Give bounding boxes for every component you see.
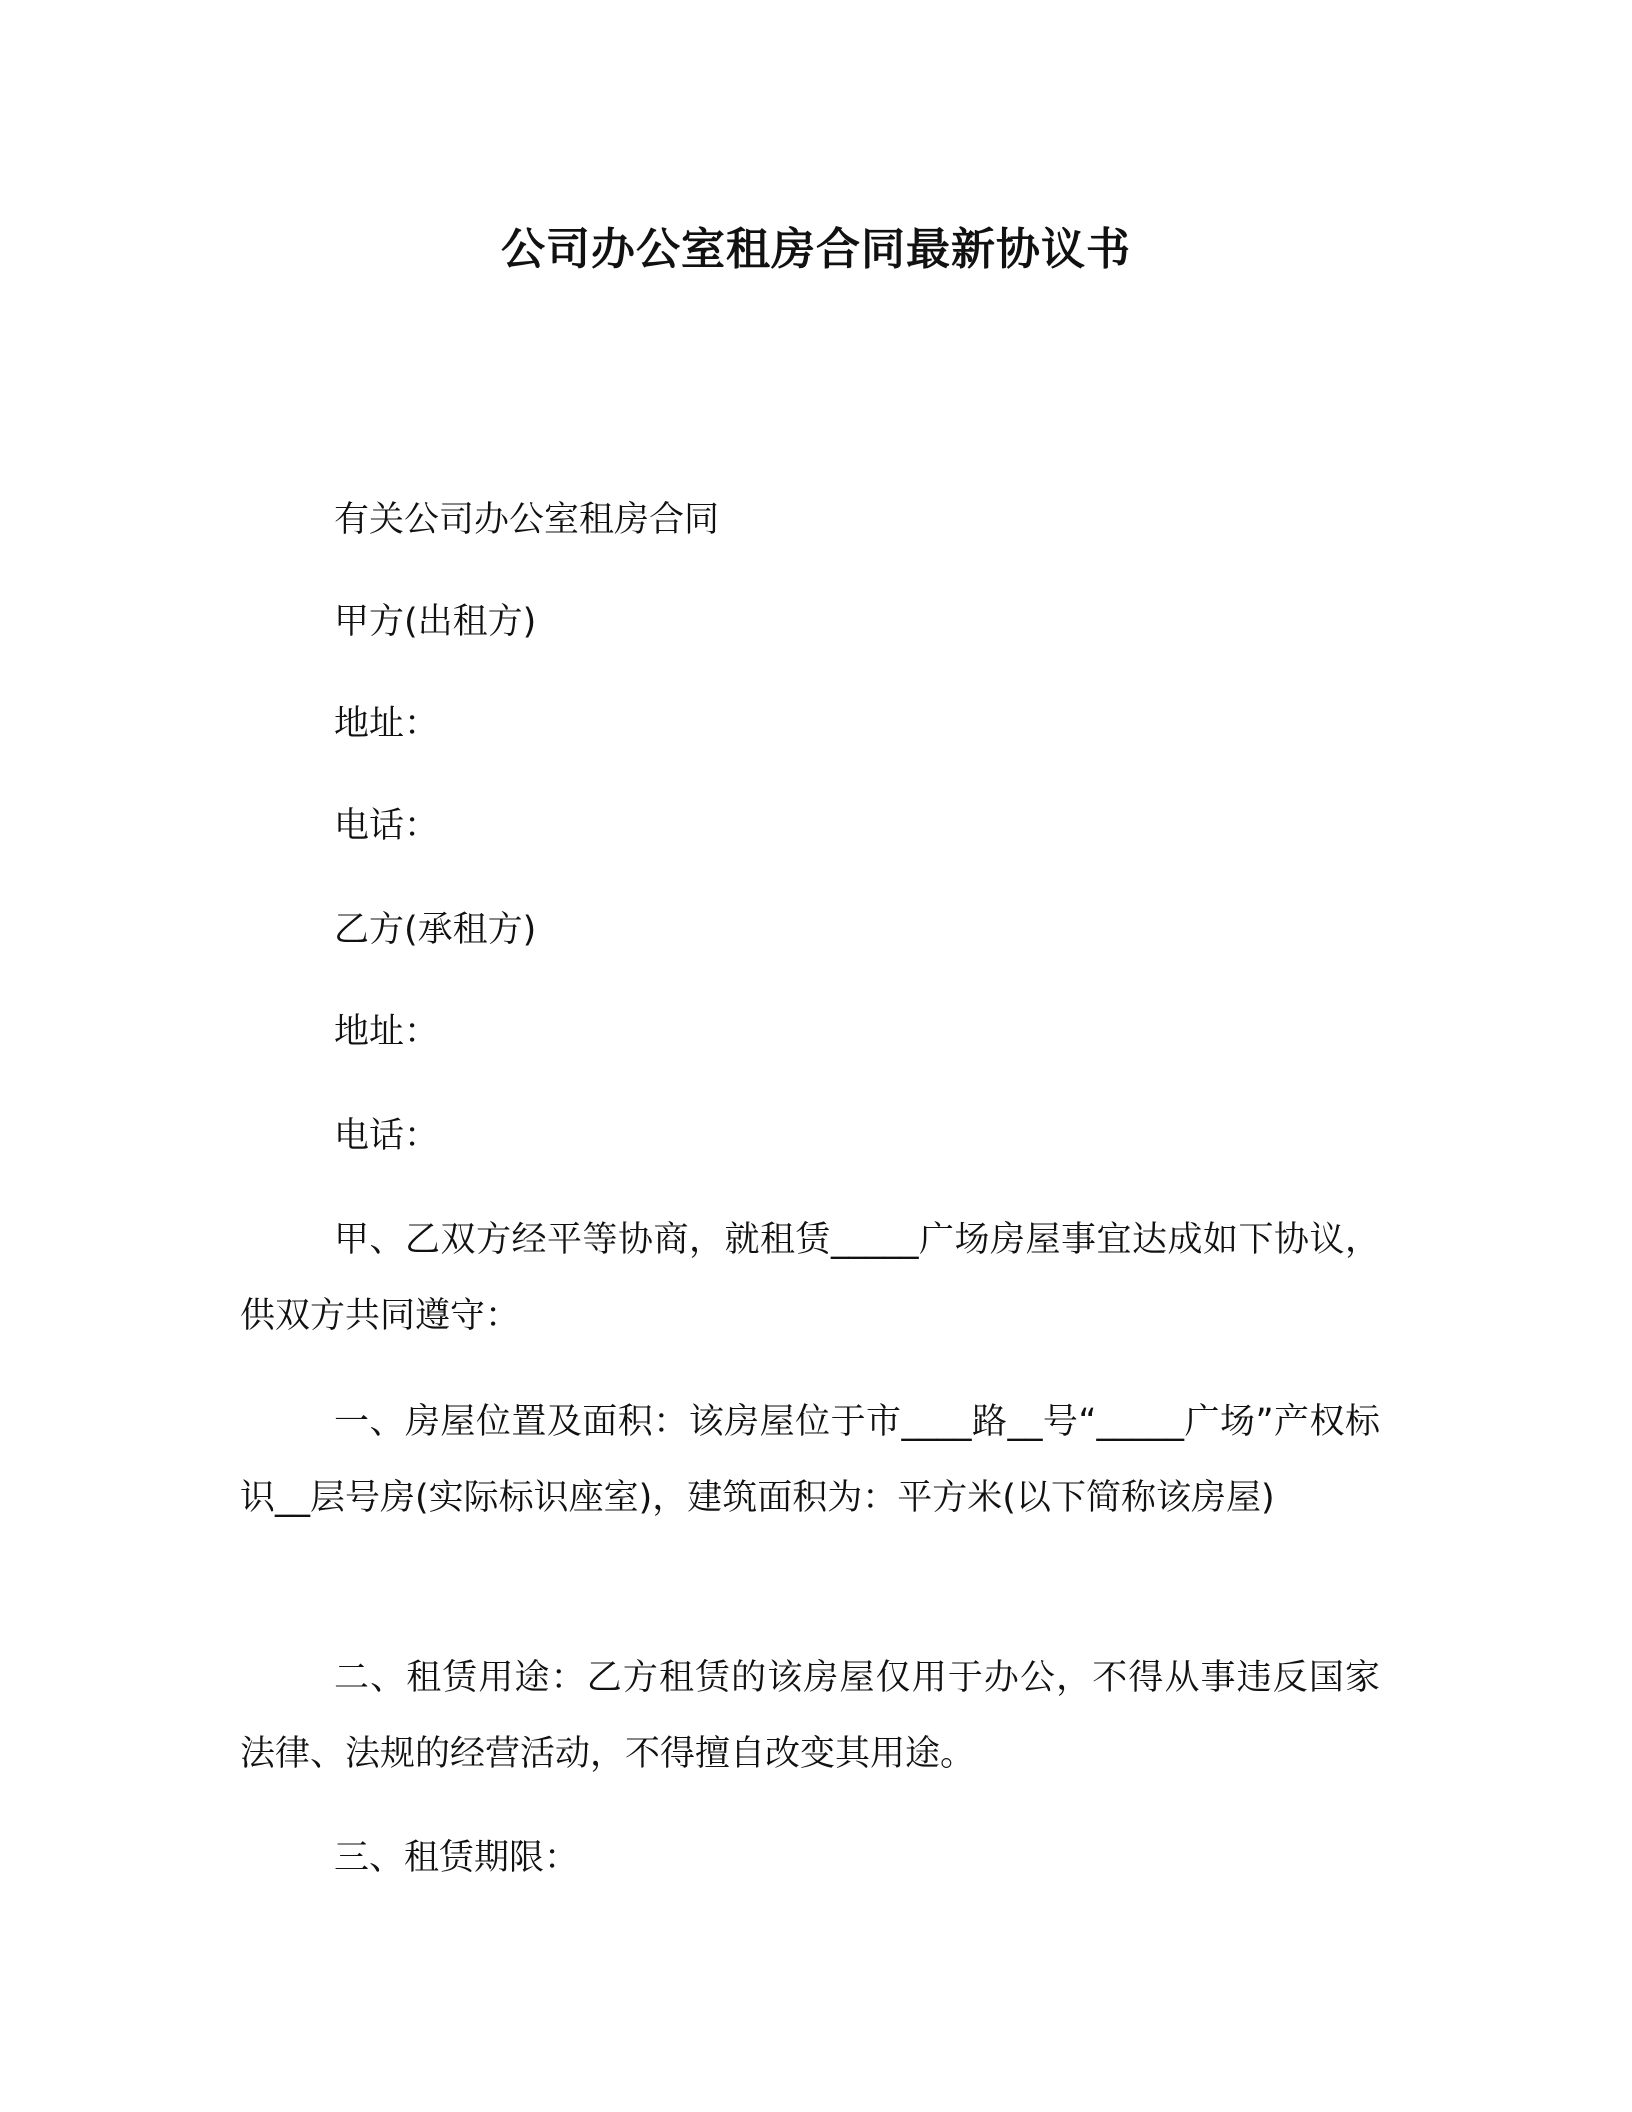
clause-2-text: 二、租赁用途：乙方租赁的该房屋仅用于办公，不得从事违反国家法律、法规的经营活动，不得擅自改变其用途。 <box>240 1658 1380 1774</box>
clause-3-heading: 三、租赁期限： <box>334 1838 580 1878</box>
party-a-address-label: 地址： <box>334 704 440 744</box>
document-title: 公司办公室租房合同最新协议书 <box>501 224 1131 275</box>
clause-1-text: 一、房屋位置及面积：该房屋位于市____路__号“_____广场”产权标识__层号房(实际标识座室)，建筑面积为：平方米(以下简称该房屋) <box>240 1402 1380 1518</box>
party-b-address-label: 地址： <box>334 1012 440 1052</box>
party-b-phone-label: 电话： <box>334 1116 440 1156</box>
intro-heading: 有关公司办公室租房合同 <box>334 500 720 540</box>
party-a-label: 甲方(出租方) <box>334 602 537 642</box>
clause-1-paragraph <box>240 1384 1380 1536</box>
preamble-text: 甲、乙双方经平等协商，就租赁_____广场房屋事宜达成如下协议，供双方共同遵守： <box>240 1220 1380 1336</box>
preamble-paragraph <box>240 1202 1380 1354</box>
party-a-phone-label: 电话： <box>334 806 440 846</box>
clause-2-paragraph <box>240 1640 1380 1792</box>
party-b-label: 乙方(承租方) <box>334 910 537 950</box>
